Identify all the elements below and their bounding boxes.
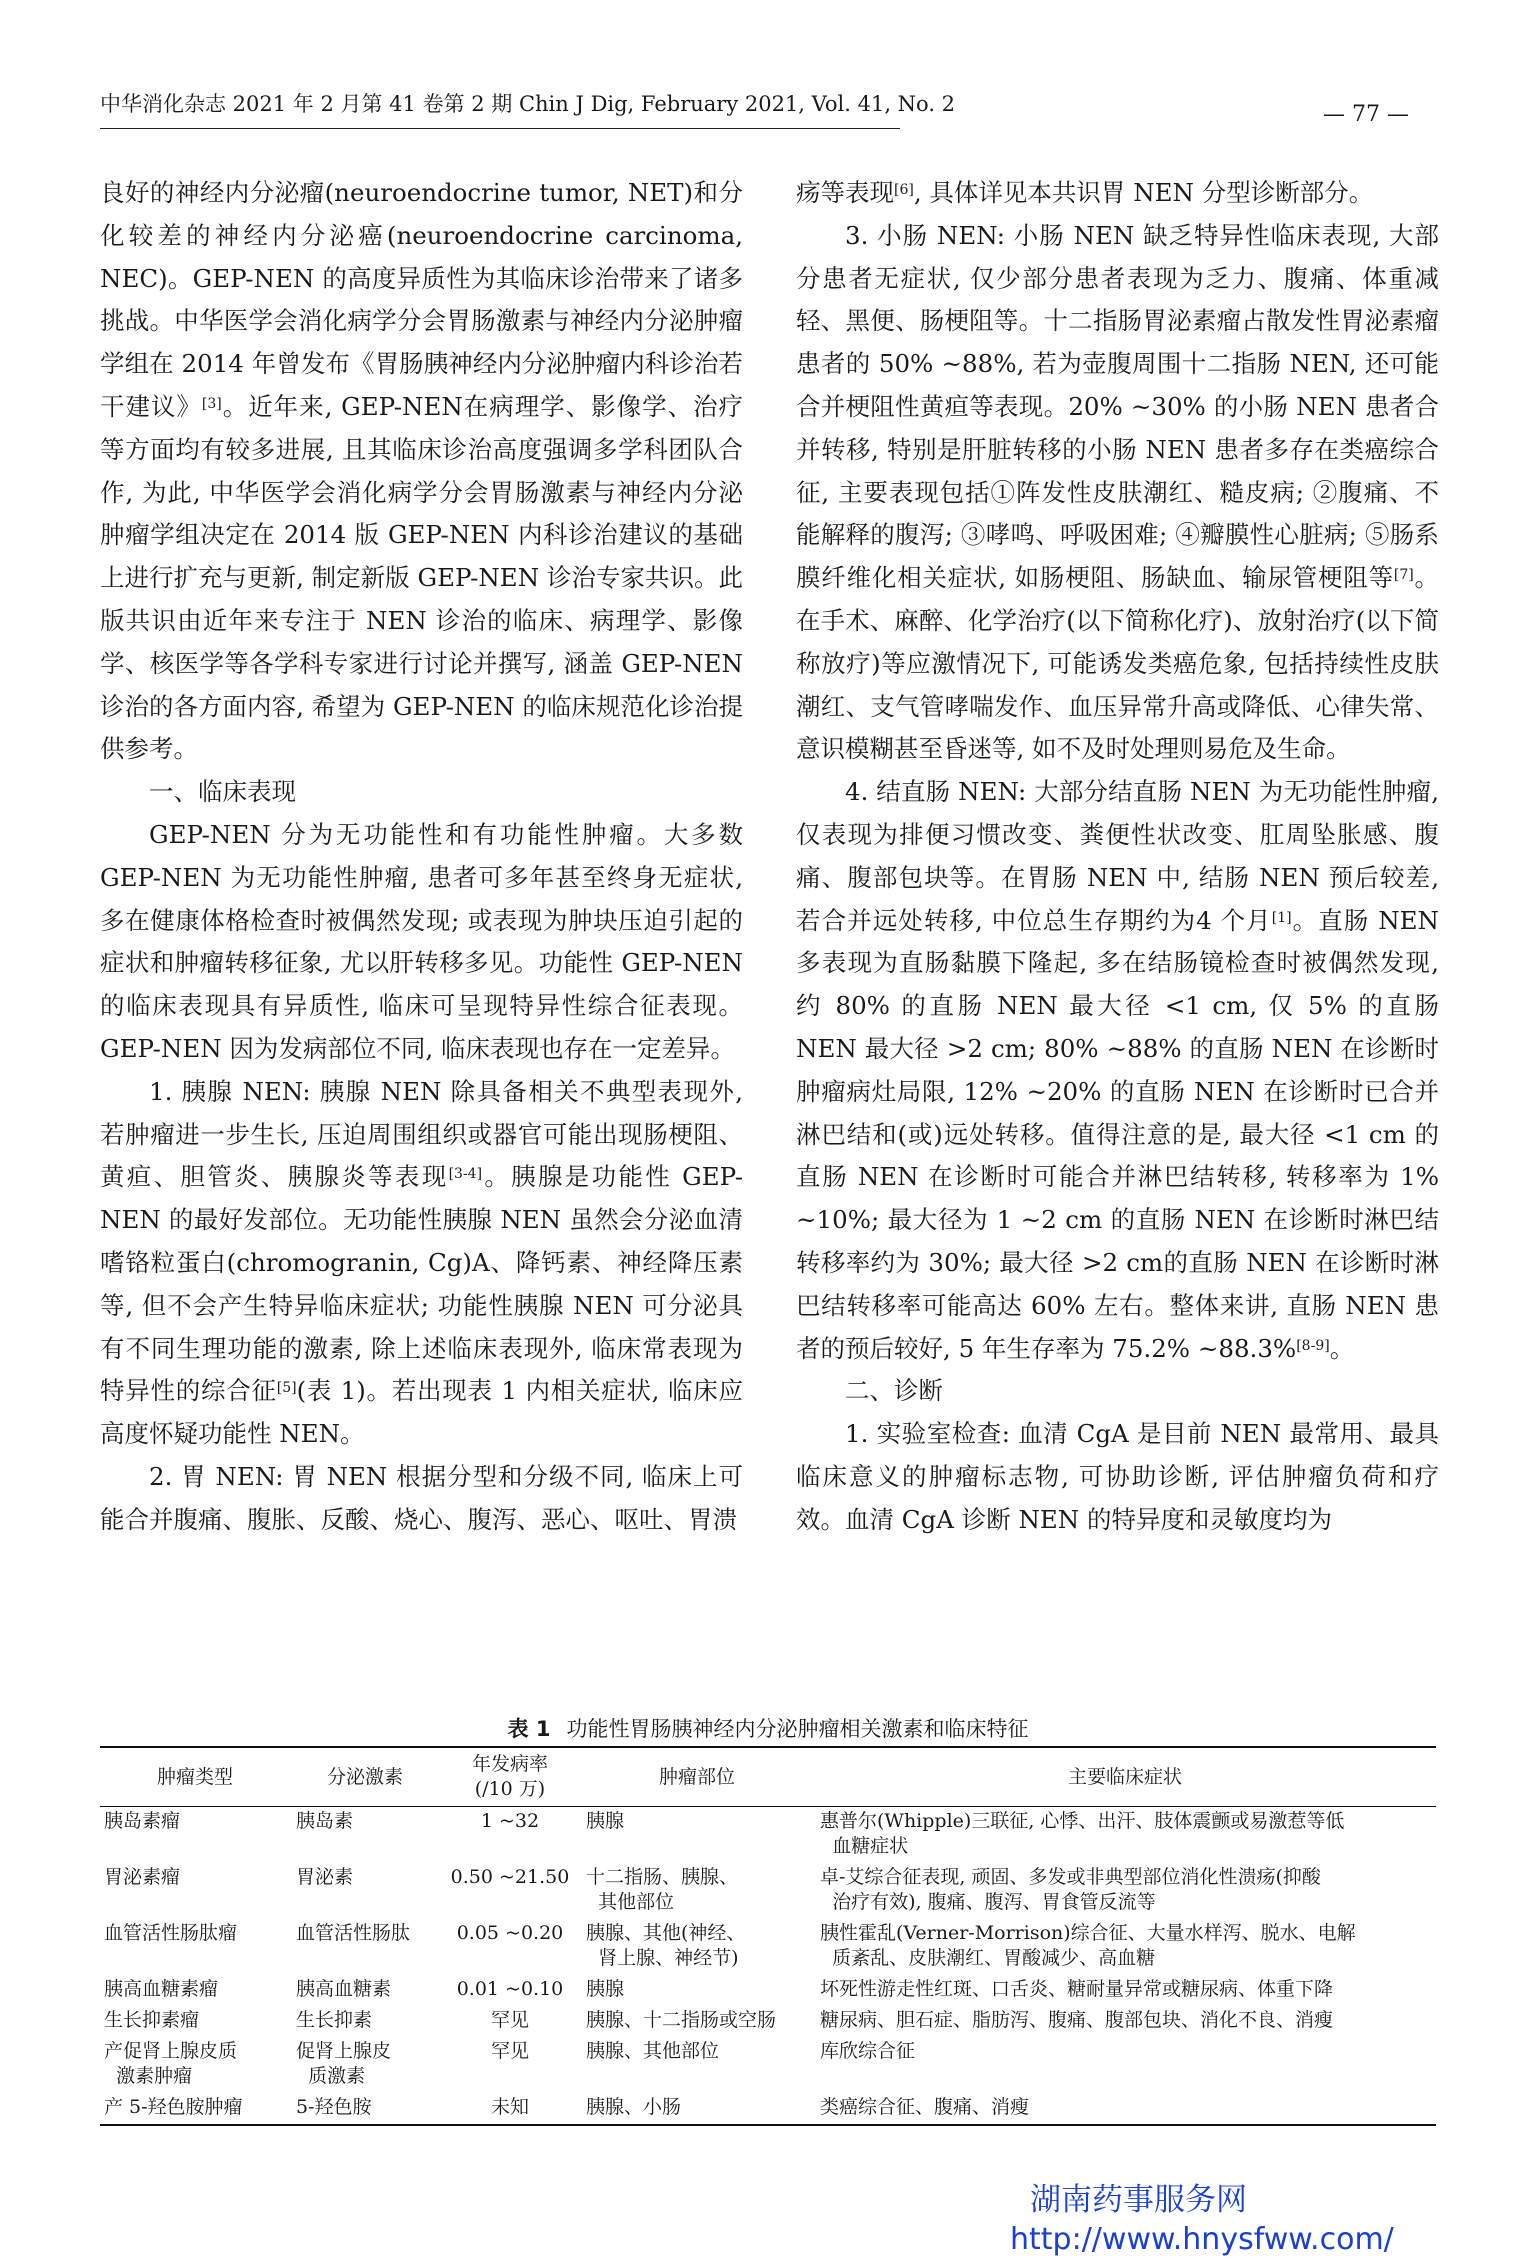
table-cell: 生长抑素 [296, 2009, 373, 2031]
text-run: , 具体详见本共识胃 NEN 分型诊断部分。 [913, 178, 1374, 207]
table-cell: 胃泌素 [296, 1866, 354, 1888]
table-cell: 胰高血糖素 [296, 1978, 392, 2000]
table-row [100, 2006, 1436, 2037]
section-heading [100, 771, 743, 814]
text-run: 。在手术、麻醉、化学治疗(以下简称化疗)、放射治疗(以下简称放疗)等应激情况下, 可能诱发类癌危象, 包括持续性皮肤潮红、支气管哮喘发作、血压异常升高或降低、心律失常、意识模糊甚至昏迷等, 如不及时处理则易危及生命。 [796, 563, 1440, 764]
text-run: 。 [1329, 1333, 1355, 1363]
page-number: — 77 — [1323, 102, 1409, 127]
text-run: 2. 胃 NEN: 胃 NEN 根据分型和分级不同, 临床上可能合并腹痛、腹胀、反酸、烧心、腹泻、恶心、呕吐、胃溃 [100, 1461, 743, 1534]
table-cell: 产促肾上腺皮质 激素肿瘤 [104, 2040, 238, 2087]
citation-ref: [3-4] [448, 1166, 483, 1183]
citation-ref: [3] [201, 395, 222, 412]
body-paragraph [796, 172, 1439, 215]
body-paragraph [100, 1456, 743, 1542]
text-run: 1. 实验室检查: 血清 CgA 是目前 NEN 最常用、最具临床意义的肿瘤标志物, 可协助诊断, 评估肿瘤负荷和疗效。血清 CgA 诊断 NEN 的特异度和灵敏度均为 [796, 1419, 1439, 1534]
text-run: 二、诊断 [845, 1376, 943, 1406]
table-cell: 未知 [490, 2096, 529, 2118]
citation-ref: [6] [894, 182, 914, 198]
table-cell: 惠普尔(Whipple)三联征, 心悸、出汗、肢体震颤或易激惹等低 血糖症状 [820, 1810, 1345, 1857]
table-label: 表 1 [507, 1717, 551, 1741]
table-cell: 十二指肠、胰腺、 其他部位 [586, 1866, 739, 1913]
table-cell: 产 5-羟色胺肿瘤 [104, 2096, 243, 2118]
table-cell: 胃泌素瘤 [104, 1866, 181, 1888]
table-cell: 胰腺 [586, 1810, 625, 1832]
table-cell: 罕见 [490, 2040, 529, 2062]
body-paragraph [796, 771, 1439, 1370]
table-cell: 胰腺、其他部位 [586, 2040, 720, 2062]
table-row [100, 1919, 1436, 1975]
text-run: 。直肠 NEN 多表现为直肠黏膜下隆起, 多在结肠镜检查时被偶然发现, 约 80% 的直肠 NEN 最大径 <1 cm, 仅 5% 的直肠 NEN 最大径 >2 cm; 80% ~88% 的直肠 NEN 在诊断时肿瘤病灶局限, 12% ~20% 的直肠 NEN 在诊断时已合并淋巴结和(或)远处转移。值得注意的是, 最大径 <1 cm 的直肠 NEN 在诊断时可能合并淋巴结转移, 转移率为 1% ~10%; 最大径为 1 ~2 cm 的直肠 NEN 在诊断时淋巴结转移率约为 30%; 最大径 >2 cm的直肠 NEN 在诊断时淋巴结转移率可能高达 60% 左右。整体来讲, 直肠 NEN 患者的预后较好, 5 年生存率为 75.2% ~88.3% [796, 905, 1439, 1363]
body-paragraph [100, 1071, 743, 1456]
hormone-table [100, 1746, 1436, 2126]
text-run: (表 1)。若出现表 1 内相关症状, 临床应高度怀疑功能性 NEN。 [100, 1376, 744, 1449]
table-body [100, 1807, 1436, 2126]
text-run: 。近年来, GEP-NEN在病理学、影像学、治疗等方面均有较多进展, 且其临床诊治高度强调多学科团队合作, 为此, 中华医学会消化病学分会胃肠激素与神经内分泌肿瘤学组决定在 2014 版 GEP-NEN 内科诊治建议的基础上进行扩充与更新, 制定新版 GEP-NEN 诊治专家共识。此版共识由近年来专注于 NEN 诊治的临床、病理学、影像学、核医学等各学科专家进行讨论并撰写, 涵盖 GEP-NEN 诊治的各方面内容, 希望为 GEP-NEN 的临床规范化诊治提供参考。 [100, 391, 744, 764]
section-heading [796, 1370, 1439, 1413]
table-cell: 坏死性游走性红斑、口舌炎、糖耐量异常或糖尿病、体重下降 [820, 1978, 1334, 2000]
table-row [100, 2093, 1436, 2125]
watermark-site-name: 湖南药事服务网 [1030, 2182, 1247, 2218]
body-paragraph [100, 814, 743, 1071]
table-row [100, 1975, 1436, 2006]
table-cell: 血管活性肠肽瘤 [104, 1922, 238, 1944]
table-row [100, 1807, 1436, 1864]
citation-ref: [8-9] [1296, 1337, 1330, 1354]
table-cell: 糖尿病、胆石症、脂肪泻、腹痛、腹部包块、消化不良、消瘦 [820, 2009, 1334, 2031]
table-row [100, 2037, 1436, 2093]
text-run: 良好的神经内分泌瘤(neuroendocrine tumor, NET)和分化较差的神经内分泌癌(neuroendocrine carcinoma, NEC)。GEP-NEN 的高度异质性为其临床诊治带来了诸多挑战。中华医学会消化病学分会胃肠激素与神经内分泌肿瘤学组在 2014 年曾发布《胃肠胰神经内分泌肿瘤内科诊治若干建议》 [100, 178, 743, 421]
table-cell: 生长抑素瘤 [104, 2009, 200, 2031]
body-paragraph [100, 172, 743, 771]
table-header-cell: 主要临床症状 [814, 1747, 1436, 1807]
table-cell: 库欣综合征 [820, 2040, 916, 2062]
text-run: 3. 小肠 NEN: 小肠 NEN 缺乏特异性临床表现, 大部分患者无症状, 仅少部分患者表现为乏力、腹痛、体重减轻、黑便、肠梗阻等。十二指肠胃泌素瘤占散发性胃泌素瘤患者的 50% ~88%, 若为壶腹周围十二指肠 NEN, 还可能合并梗阻性黄疸等表现。20% ~30% 的小肠 NEN 患者合并转移, 特别是肝脏转移的小肠 NEN 患者多存在类癌综合征, 主要表现包括①阵发性皮肤潮红、糙皮病; ②腹痛、不能解释的腹泻; ③哮鸣、呼吸困难; ④瓣膜性心脏病; ⑤肠系膜纤维化相关症状, 如肠梗阻、肠缺血、输尿管梗阻等 [796, 220, 1439, 593]
watermark-url: http://www.hnysfww.com/ [1010, 2222, 1394, 2257]
table-header-cell: 分泌激素 [290, 1747, 440, 1807]
citation-ref: [7] [1393, 567, 1414, 584]
body-paragraph [796, 215, 1439, 771]
table-cell: 胰岛素 [296, 1810, 354, 1832]
table-cell: 类癌综合征、腹痛、消瘦 [820, 2096, 1030, 2118]
table-cell: 胰岛素瘤 [104, 1810, 181, 1832]
table-header-cell: 年发病率 (/10 万) [440, 1747, 580, 1807]
table-cell: 5-羟色胺 [296, 2096, 372, 2118]
table-cell: 罕见 [490, 2009, 529, 2031]
table-cell: 胰性霍乱(Verner-Morrison)综合征、大量水样泻、脱水、电解 质紊乱、皮肤潮红、胃酸减少、高血糖 [820, 1922, 1356, 1969]
text-run: 4. 结直肠 NEN: 大部分结直肠 NEN 为无功能性肿瘤, 仅表现为排便习惯改变、粪便性状改变、肛周坠胀感、腹痛、腹部包块等。在胃肠 NEN 中, 结肠 NEN 预后较差, 若合并远处转移, 中位总生存期约为4 个月 [796, 777, 1439, 935]
text-run: 疡等表现 [796, 178, 894, 207]
left-text-column [100, 172, 743, 1542]
text-run: GEP-NEN 分为无功能性和有功能性肿瘤。大多数 GEP-NEN 为无功能性肿瘤, 患者可多年甚至终身无症状, 多在健康体格检查时被偶然发现; 或表现为肿块压迫引起的症状和肿瘤转移征象, 尤以肝转移多见。功能性 GEP-NEN 的临床表现具有异质性, 临床可呈现特异性综合征表现。GEP-NEN 因为发病部位不同, 临床表现也存在一定差异。 [100, 819, 743, 1063]
watermark [1010, 2180, 1430, 2260]
table-row [100, 1863, 1436, 1919]
right-text-column [796, 172, 1439, 1542]
table-cell: 胰高血糖素瘤 [104, 1978, 219, 2000]
table-cell: 血管活性肠肽 [296, 1922, 411, 1944]
table-cell: 胰腺 [586, 1978, 625, 2000]
table-cell: 0.05 ~0.20 [456, 1922, 564, 1944]
text-run: 。胰腺是功能性 GEP-NEN 的最好发部位。无功能性胰腺 NEN 虽然会分泌血清嗜铬粒蛋白(chromogranin, Cg)A、降钙素、神经降压素等, 但不会产生特异临床症状; 功能性胰腺 NEN 可分泌具有不同生理功能的激素, 除上述临床表现外, 临床常表现为特异性的综合征 [100, 1162, 744, 1406]
table-cell: 促肾上腺皮 质激素 [296, 2040, 392, 2087]
citation-ref: [1] [1271, 909, 1292, 926]
table-cell: 胰腺、小肠 [586, 2096, 682, 2118]
table-cell: 0.01 ~0.10 [456, 1978, 564, 2000]
body-paragraph [796, 1413, 1439, 1541]
text-run: 1. 胰腺 NEN: 胰腺 NEN 除具备相关不典型表现外, 若肿瘤进一步生长, 压迫周围组织或器官可能出现肠梗阻、黄疸、胆管炎、胰腺炎等表现 [100, 1076, 743, 1192]
table-title: 功能性胃肠胰神经内分泌肿瘤相关激素和临床特征 [566, 1717, 1029, 1741]
table-caption [100, 1714, 1436, 1746]
table-header-row [100, 1747, 1436, 1807]
table-1 [100, 1714, 1436, 2126]
citation-ref: [5] [276, 1380, 297, 1397]
table-cell: 胰腺、十二指肠或空肠 [586, 2009, 777, 2031]
table-header-cell: 肿瘤类型 [100, 1747, 290, 1807]
table-cell: 卓-艾综合征表现, 顽固、多发或非典型部位消化性溃疡(抑酸 治疗有效), 腹痛、腹泻、胃食管反流等 [820, 1866, 1321, 1913]
running-header [100, 88, 956, 129]
table-cell: 0.50 ~21.50 [450, 1866, 570, 1888]
text-run: 一、临床表现 [149, 777, 296, 807]
table-cell: 1 ~32 [480, 1810, 540, 1832]
table-header-cell: 肿瘤部位 [580, 1747, 814, 1807]
journal-running-title: 中华消化杂志 2021 年 2 月第 41 卷第 2 期 Chin J Dig, February 2021, Vol. 41, No. 2 [100, 92, 956, 116]
table-cell: 胰腺、其他(神经、 肾上腺、神经节) [586, 1922, 746, 1969]
